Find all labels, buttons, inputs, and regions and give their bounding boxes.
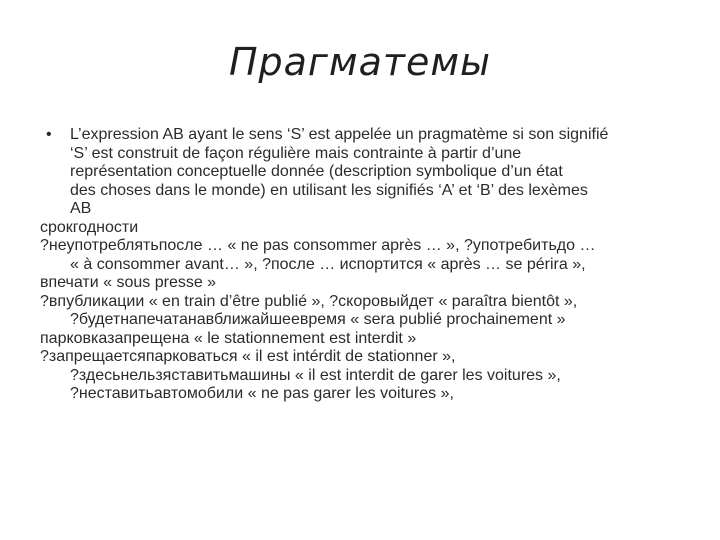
example-line-continuation: ?будетнапечатанавближайшеевремя « sera publié prochainement » — [70, 311, 566, 328]
slide-body — [40, 126, 690, 404]
example-list — [40, 219, 690, 404]
example-line: впечати « sous presse » — [40, 274, 217, 291]
definition-line: des choses dans le monde) en utilisant les signifiés ‘A’ et ‘B’ des lexèmes — [70, 181, 588, 199]
definition-bullet — [40, 126, 690, 219]
bullet-icon: • — [46, 126, 52, 143]
example-line: парковказапрещена « le stationnement est interdit » — [40, 329, 417, 347]
example-line: ?неупотреблятьпосле … « ne pas consommer après … », ?употребитьдо … — [40, 237, 596, 254]
example-line: ?впубликации « en train d’être publié », ?скоровыйдет « paraîtra bientôt », — [40, 292, 578, 310]
example-line: срокгодности — [40, 218, 139, 236]
definition-line: ‘S’ est construit de façon régulière mais contrainte à partir d’une — [70, 144, 522, 162]
example-line-continuation: ?здесьнельзяставитьмашины « il est interdit de garer les voitures », — [70, 366, 561, 384]
definition-line: représentation conceptuelle donnée (description symbolique d’un état — [70, 163, 563, 180]
definition-line: AB — [70, 200, 92, 217]
definition-line: L’expression AB ayant le sens ‘S’ est appelée un pragmatème si son signifié — [70, 126, 609, 143]
slide-title: Прагматемы — [228, 40, 492, 84]
example-line-continuation: ?неставитьавтомобили « ne pas garer les voitures », — [70, 385, 454, 402]
example-line: ?запрещаетсяпарковаться « il est intérdit de stationner », — [40, 348, 456, 365]
example-line-continuation: « à consommer avant… », ?после … испортится « après … se périra », — [70, 255, 586, 273]
